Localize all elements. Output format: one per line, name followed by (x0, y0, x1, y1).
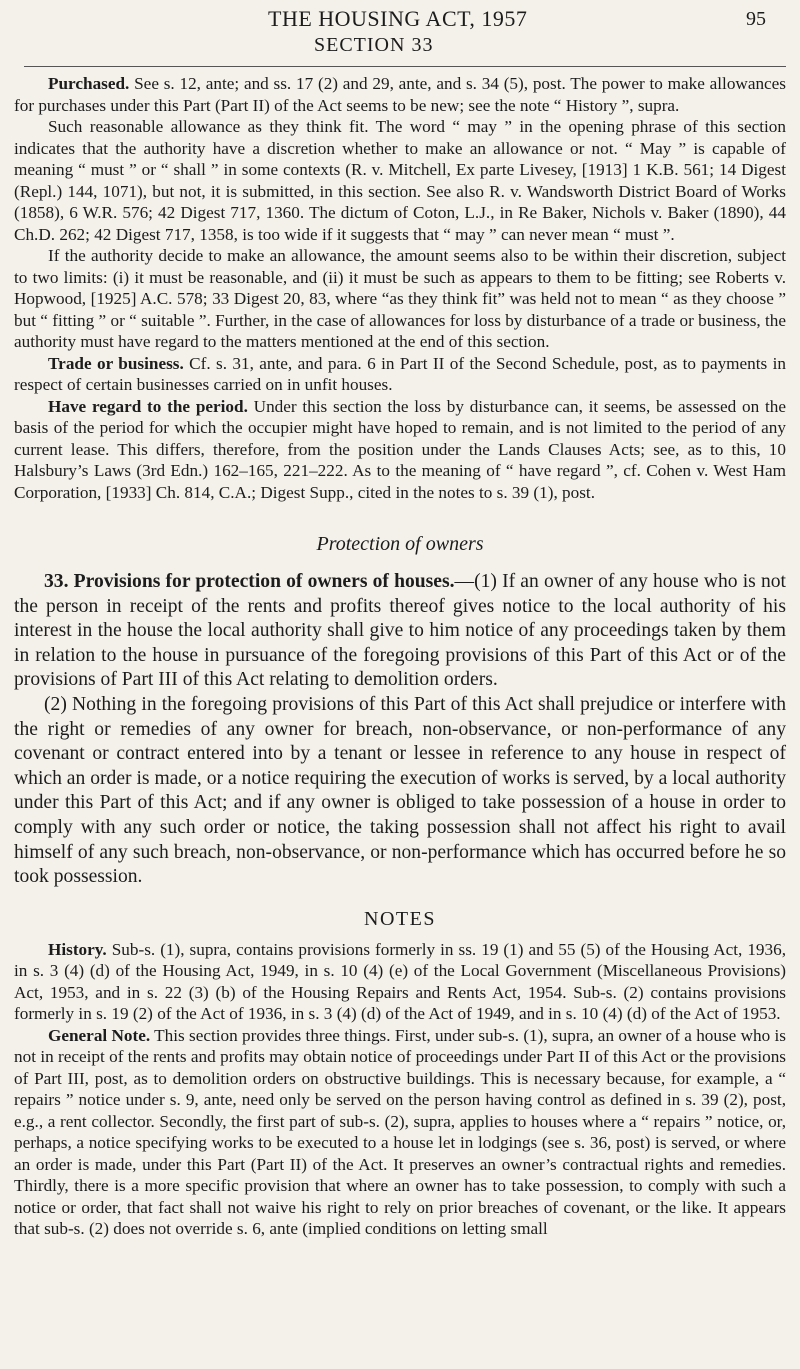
paragraph-text: See s. 12, ante; and ss. 17 (2) and 29, ante, and s. 34 (5), post. The power to make allowances for purchases under this Part (Part II) of the Act seems to be new; see the note “ History ”, supra. (14, 74, 786, 115)
note-text: Sub-s. (1), supra, contains provisions formerly in ss. 19 (1) and 55 (5) of the Housing Act, 1936, in s. 3 (4) (d) of the Housing Act, 1949, in s. 10 (4) (e) of the Local Government (Miscellaneous Provisions) Act, 1953, and in s. 22 (3) (b) of the Housing Repairs and Rents Act, 1954. Sub-s. (2) contains provisions formerly in s. 19 (2) of the Act of 1936, in s. 3 (4) (d) of the Act of 1949, and in s. 10 (4) (d) of the Act of 1953. (14, 939, 786, 1024)
paragraph-lead: Have regard to the period. (48, 396, 248, 416)
section-title: 33. Provisions for protection of owners of houses. (44, 571, 455, 592)
commentary-paragraph (14, 116, 786, 245)
section-heading: SECTION 33 (314, 34, 434, 56)
note-lead: General Note. (48, 1025, 151, 1045)
header-rule (24, 66, 786, 67)
statute-body: —(1) If an owner of any house who is not the person in receipt of the rents and profits thereof gives notice to the local authority of his interest in the house the local authority shall give to him notice of any proceedings taken by them in relation to the house in pursuance of the foregoing provisions of this Part of this Act or of the provisions of Part III of this Act relating to demolition orders. (14, 571, 786, 691)
statute-body: (2) Nothing in the foregoing provisions of this Part of this Act shall prejudice or interfere with the right or remedies of any owner for breach, non-observance, or non-performance of any covenant or contract entered into by a tenant or lessee in reference to any house in respect of which an order is made, or a notice requiring the execution of works is served, by a local authority under this Part of this Act; and if any owner is obliged to take possession of a house in order to comply with any such order or notice, the taking possession shall not affect his right to avail himself of any such breach, non-observance, or non-performance which has occurred before he so took possession. (14, 693, 786, 888)
paragraph-text: Cf. s. 31, ante, and para. 6 in Part II of the Second Schedule, post, as to payments in respect of certain businesses carried on in unfit houses. (14, 353, 787, 394)
statute-paragraph (14, 693, 786, 890)
commentary-paragraph (14, 353, 786, 396)
commentary-paragraph (14, 245, 786, 353)
paragraph-text: Such reasonable allowance as they think fit. The word “ may ” in the opening phrase of this section indicates that the authority have a discretion whether to make an allowance or not. “ May ” is capable of meaning “ must ” or “ shall ” in some contexts (R. v. Mitchell, Ex parte Livesey, [1913] 1 K.B. 561; 14 Digest (Repl.) 144, 1071), but not, it is submitted, in this section. See also R. v. Wandsworth District Board of Works (1858), 6 W.R. 576; 42 Digest 717, 1360. The dictum of Coton, L.J., in Re Baker, Nichols v. Baker (1890), 44 Ch.D. 262; 42 Digest 717, 1358, is too wide if it suggests that “ may ” can never mean “ must ”. (14, 117, 786, 244)
paragraph-lead: Purchased. (48, 74, 130, 93)
commentary-block (14, 73, 786, 503)
note-lead: History. (48, 939, 107, 959)
paragraph-text: Under this section the loss by disturbance can, it seems, be assessed on the basis of the period for which the occupier might have hoped to remain, and is not limited to the period of any current lease. This differs, therefore, from the position under the Lands Clauses Acts; see, as to this, 10 Halsbury’s Laws (3rd Edn.) 162–165, 221–222. As to the meaning of “ have regard ”, cf. Cohen v. West Ham Corporation, [1933] Ch. 814, C.A.; Digest Supp., cited in the notes to s. 39 (1), post. (14, 396, 787, 502)
statute-text (14, 570, 786, 890)
part-subheading: Protection of owners (316, 533, 484, 555)
notes-heading: NOTES (364, 907, 436, 930)
page-number: 95 (746, 8, 766, 30)
running-head (14, 0, 786, 66)
running-title: THE HOUSING ACT, 1957 (268, 6, 528, 31)
notes-block (14, 939, 786, 1240)
commentary-paragraph (14, 396, 786, 504)
note-text: This section provides three things. First, under sub-s. (1), supra, an owner of a house who is not in receipt of the rents and profits may obtain notice of proceedings under Part II of this Act or the provisions of Part III, post, as to demolition orders on obstructive buildings. This is necessary because, for example, a “ repairs ” notice under s. 9, ante, need only be served on the person having control as defined in s. 39 (2), post, e.g., a rent collector. Secondly, the first part of sub-s. (2), supra, applies to houses where a “ repairs ” notice, or, perhaps, a notice specifying works to be executed to a house let in lodgings (see s. 36, post) is served, or where an order is made, under this Part (Part II) of the Act. It preserves an owner’s contractual rights and remedies. Thirdly, there is a more specific provision that where an owner has to take possession, to comply with such a notice or order, that fact shall not waive his right to rely on prior breaches of covenant, or the like. It appears that sub-s. (2) does not override s. 6, ante (implied conditions on letting small (14, 1025, 786, 1239)
note-paragraph (14, 1025, 786, 1240)
statute-paragraph (14, 570, 786, 693)
paragraph-lead: Trade or business. (48, 353, 184, 373)
paragraph-text: If the authority decide to make an allowance, the amount seems also to be within their discretion, subject to two limits: (i) it must be reasonable, and (ii) it must be such as appears to them to be fitting; see Roberts v. Hopwood, [1925] A.C. 578; 33 Digest 20, 83, where “as they think fit” was held not to mean “ as they choose ” but “ fitting ” or “ suitable ”. Further, in the case of allowances for loss by disturbance of a trade or business, the authority must have regard to the matters mentioned at the end of this section. (14, 246, 786, 351)
note-paragraph (14, 939, 786, 1025)
commentary-paragraph (14, 73, 786, 116)
